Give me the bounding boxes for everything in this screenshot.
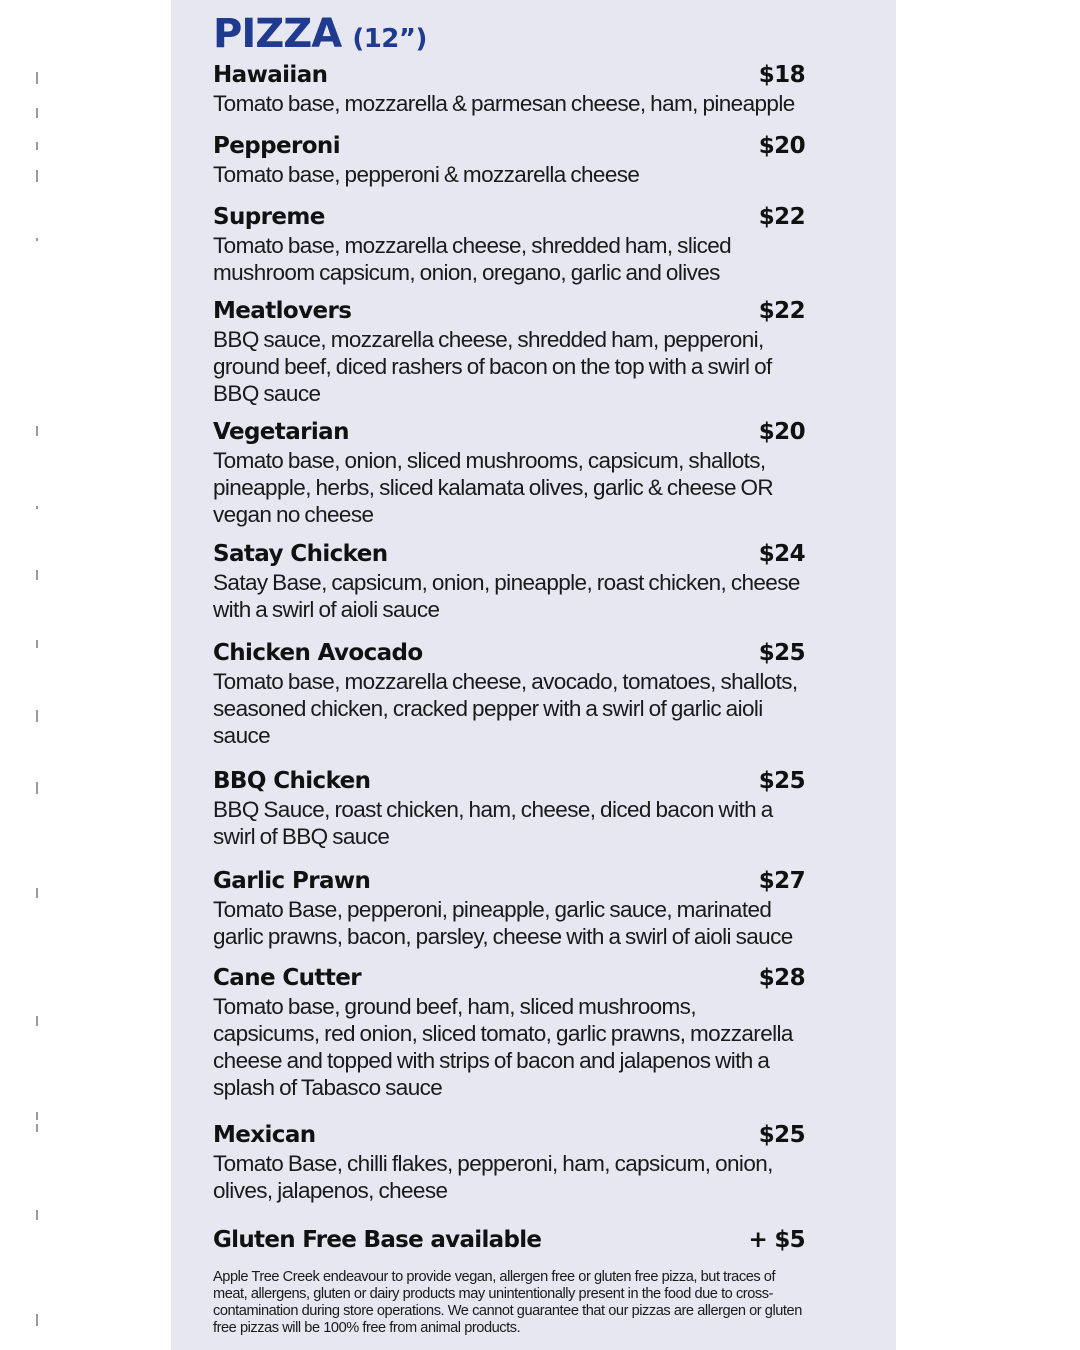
item-price: $25 — [758, 640, 805, 666]
item-price: $28 — [758, 965, 805, 991]
edge-mark — [36, 1016, 38, 1026]
menu-item-satay-chicken — [213, 540, 805, 623]
edge-mark — [36, 108, 38, 118]
edge-mark — [36, 1124, 38, 1132]
item-description: Tomato base, mozzarella cheese, shredded ham, sliced mushroom capsicum, onion, oregano, garlic and olives — [213, 233, 732, 285]
item-description: Tomato base, onion, sliced mushrooms, capsicum, shallots, pineapple, herbs, sliced kalamata olives, garlic & cheese OR vegan no cheese — [213, 448, 774, 527]
item-price: $25 — [758, 1122, 805, 1148]
menu-item-cane-cutter — [213, 964, 805, 1101]
edge-mark — [36, 570, 38, 580]
item-price: $18 — [758, 62, 805, 88]
edge-mark — [36, 170, 38, 182]
item-description: Tomato Base, chilli flakes, pepperoni, ham, capsicum, onion, olives, jalapenos, cheese — [213, 1151, 773, 1203]
menu-item-chicken-avocado — [213, 639, 805, 749]
menu-item-supreme — [213, 203, 805, 286]
item-description: Tomato base, pepperoni & mozzarella cheese — [213, 162, 640, 187]
item-price: $22 — [758, 298, 805, 324]
menu-title-size: (12”) — [352, 24, 427, 54]
menu-item-vegetarian — [213, 418, 805, 528]
item-name: Vegetarian — [213, 419, 349, 445]
edge-mark — [36, 640, 38, 648]
item-price: $24 — [758, 541, 805, 567]
left-edge-marks — [36, 0, 40, 1350]
item-price: $20 — [758, 133, 805, 159]
item-name: Garlic Prawn — [213, 868, 371, 894]
edge-mark — [36, 1210, 38, 1220]
menu-item-garlic-prawn — [213, 867, 805, 950]
item-description: BBQ sauce, mozzarella cheese, shredded ham, pepperoni, ground beef, diced rashers of bacon on the top with a swirl of BBQ sauce — [213, 327, 772, 406]
item-name: BBQ Chicken — [213, 768, 371, 794]
edge-mark — [36, 142, 38, 150]
item-description: Tomato base, ground beef, ham, sliced mushrooms, capsicums, red onion, sliced tomato, garlic prawns, mozzarella cheese and topped with strips of bacon and jalapenos with a splash of Tabasco sauce — [213, 994, 793, 1100]
item-name: Satay Chicken — [213, 541, 388, 567]
edge-mark — [36, 782, 38, 794]
menu-item-mexican — [213, 1121, 805, 1204]
edge-mark — [36, 1314, 38, 1326]
item-price: $20 — [758, 419, 805, 445]
menu-title-text: PIZZA — [213, 11, 342, 57]
allergen-disclaimer: Apple Tree Creek endeavour to provide vegan, allergen free or gluten free pizza, but traces of meat, allergens, gluten or dairy products may unintentionally present in the food due to cross-contamination during store operations. We cannot guarantee that our pizzas are allergen or gluten free pizzas will be 100% free from animal products. — [213, 1269, 802, 1336]
item-description: Tomato base, mozzarella & parmesan cheese, ham, pineapple — [213, 91, 795, 116]
menu-item-pepperoni — [213, 132, 805, 188]
edge-mark — [36, 506, 38, 509]
item-name: Pepperoni — [213, 133, 340, 159]
item-description: Satay Base, capsicum, onion, pineapple, roast chicken, cheese with a swirl of aioli sauce — [213, 570, 800, 622]
item-price: $25 — [758, 768, 805, 794]
item-description: BBQ Sauce, roast chicken, ham, cheese, diced bacon with a swirl of BBQ sauce — [213, 797, 773, 849]
edge-mark — [36, 72, 38, 84]
item-name: Hawaiian — [213, 62, 328, 88]
item-name: Cane Cutter — [213, 965, 361, 991]
item-name: Mexican — [213, 1122, 316, 1148]
gluten-free-label: Gluten Free Base available — [213, 1227, 542, 1253]
gluten-free-row — [213, 1227, 805, 1253]
item-description: Tomato base, mozzarella cheese, avocado, tomatoes, shallots, seasoned chicken, cracked pepper with a swirl of garlic aioli sauce — [213, 669, 798, 748]
gluten-free-price: + $5 — [748, 1227, 805, 1253]
menu-item-bbq-chicken — [213, 767, 805, 850]
edge-mark — [36, 426, 38, 436]
edge-mark — [36, 238, 38, 241]
menu-item-meatlovers — [213, 297, 805, 407]
item-description: Tomato Base, pepperoni, pineapple, garlic sauce, marinated garlic prawns, bacon, parsley, cheese with a swirl of aioli sauce — [213, 897, 793, 949]
edge-mark — [36, 710, 38, 722]
menu-title — [213, 11, 427, 57]
menu-item-hawaiian — [213, 61, 805, 117]
item-name: Chicken Avocado — [213, 640, 423, 666]
item-price: $27 — [758, 868, 805, 894]
item-name: Meatlovers — [213, 298, 352, 324]
item-price: $22 — [758, 204, 805, 230]
item-name: Supreme — [213, 204, 325, 230]
edge-mark — [36, 888, 38, 898]
edge-mark — [36, 1112, 38, 1120]
